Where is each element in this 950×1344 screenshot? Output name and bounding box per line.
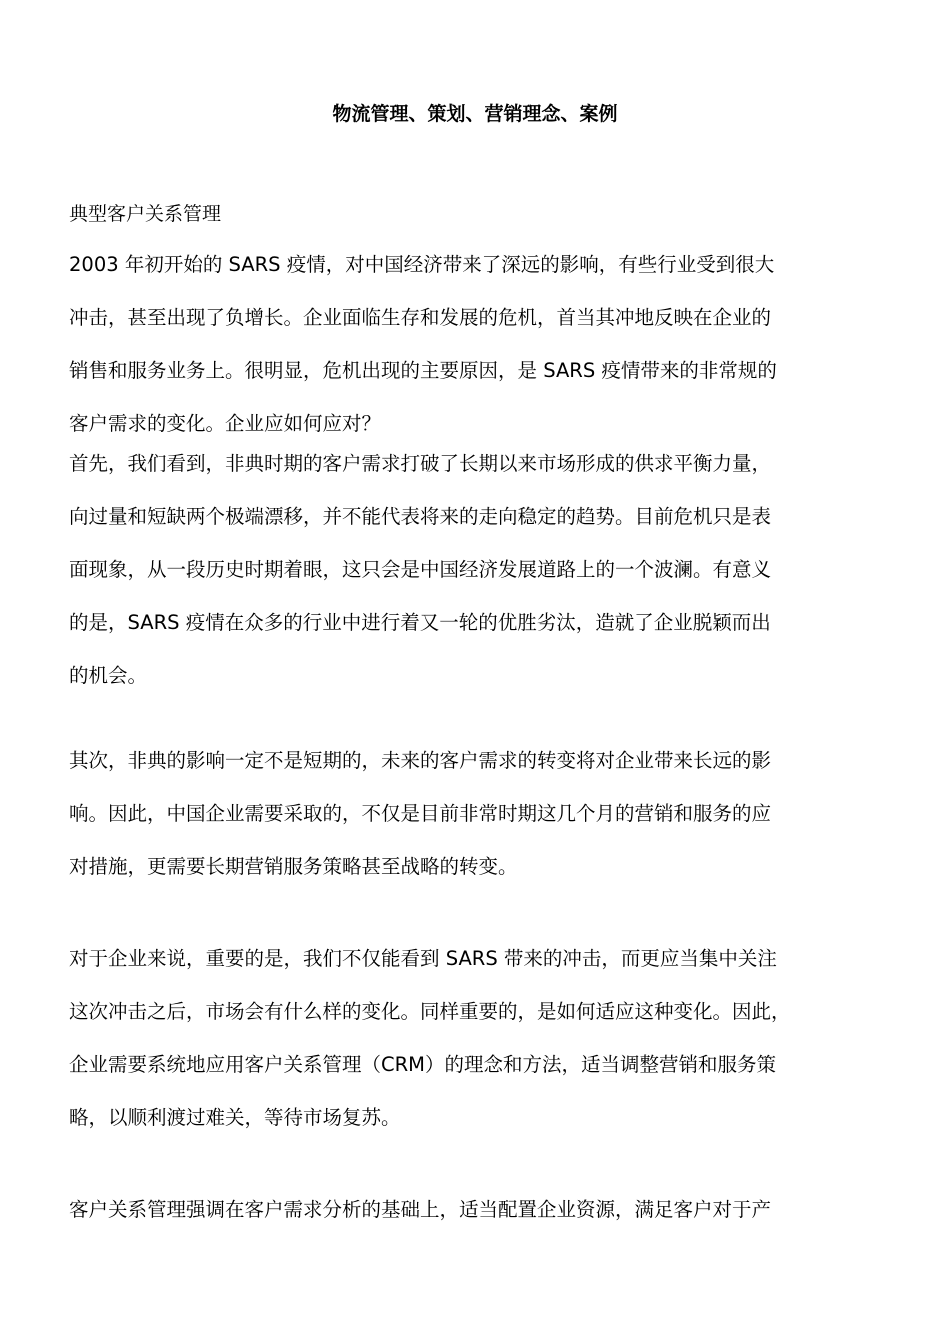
paragraph-sars-impact	[69, 238, 889, 450]
text-line: 这次冲击之后，市场会有什么样的变化。同样重要的，是如何适应这种变化。因此，	[69, 1000, 791, 1023]
section-heading: 典型客户关系管理	[69, 203, 222, 225]
paragraph-second-point	[69, 734, 889, 893]
text-line: 冲击，甚至出现了负增长。企业面临生存和发展的危机，首当其冲地反映在企业的	[69, 306, 772, 329]
text-line: 客户需求的变化。企业应如何应对？	[69, 412, 382, 435]
text-line: 的是，SARS 疫情在众多的行业中进行着又一轮的优胜劣汰，造就了企业脱颖而出	[69, 611, 771, 634]
paragraph-crm-intro	[69, 1183, 889, 1236]
text-line: 对措施，更需要长期营销服务策略甚至战略的转变。	[69, 855, 518, 878]
text-line: 2003 年初开始的 SARS 疫情，对中国经济带来了深远的影响，有些行业受到很大	[69, 253, 775, 276]
page-title: 物流管理、策划、营销理念、案例	[332, 103, 618, 125]
text-line: 的机会。	[69, 664, 148, 687]
text-line: 首先，我们看到，非典时期的客户需求打破了长期以来市场形成的供求平衡力量，	[69, 452, 772, 475]
paragraph-first-point	[69, 437, 889, 702]
text-line: 对于企业来说，重要的是，我们不仅能看到 SARS 带来的冲击，而更应当集中关注	[69, 947, 777, 970]
text-line: 向过量和短缺两个极端漂移，并不能代表将来的走向稳定的趋势。目前危机只是表	[69, 505, 772, 528]
text-line: 销售和服务业务上。很明显，危机出现的主要原因，是 SARS 疫情带来的非常规的	[69, 359, 777, 382]
paragraph-third-point	[69, 932, 889, 1144]
text-line: 企业需要系统地应用客户关系管理（CRM）的理念和方法，适当调整营销和服务策	[69, 1053, 776, 1076]
text-line: 略，以顺利渡过难关，等待市场复苏。	[69, 1106, 401, 1129]
text-line: 响。因此，中国企业需要采取的，不仅是目前非常时期这几个月的营销和服务的应	[69, 802, 772, 825]
text-line: 面现象，从一段历史时期着眼，这只会是中国经济发展道路上的一个波澜。有意义	[69, 558, 772, 581]
text-line: 其次，非典的影响一定不是短期的，未来的客户需求的转变将对企业带来长远的影	[69, 749, 772, 772]
text-line: 客户关系管理强调在客户需求分析的基础上，适当配置企业资源，满足客户对于产	[69, 1198, 772, 1221]
